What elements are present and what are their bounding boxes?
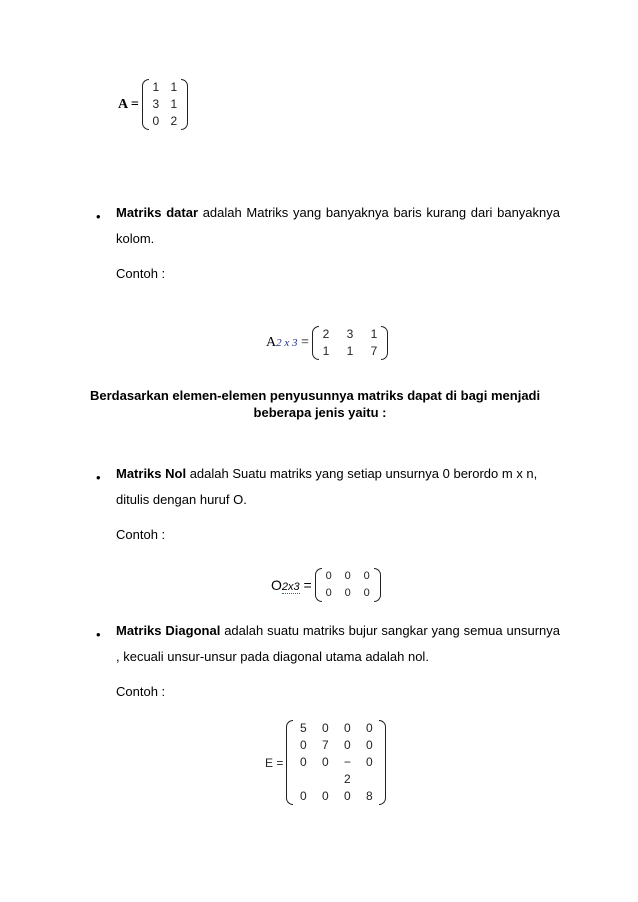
matrix-cell: 0 (322, 721, 329, 735)
matrix-cell: 0 (325, 570, 332, 582)
matrix-cell: 2 (170, 114, 178, 128)
matrix-o-label: O2x3 = (271, 577, 312, 593)
section-heading-line2: beberapa jenis yaitu : (253, 405, 387, 420)
right-bracket (374, 568, 381, 602)
matrix-cell: 0 (344, 570, 351, 582)
matrix-a2x3 (312, 326, 388, 360)
matrix-cell: 0 (366, 721, 373, 735)
matrix-cell: 1 (346, 344, 354, 358)
matrix-cell: 0 (325, 587, 332, 599)
matrix-cell: 1 (152, 80, 160, 94)
matriks-diagonal-term: Matriks Diagonal (116, 623, 221, 638)
matrix-e-formula (265, 720, 386, 805)
matrix-cell: 1 (322, 344, 330, 358)
matrix-cell: 0 (300, 789, 307, 803)
bullet-icon: • (96, 470, 101, 485)
left-bracket (312, 326, 319, 360)
matrix-cell: 0 (300, 755, 307, 769)
matrix-cell: 7 (370, 344, 378, 358)
matriks-nol-definition (116, 461, 566, 513)
matrix-a-grid (149, 79, 181, 130)
matrix-cell: 1 (170, 97, 178, 111)
matrix-cell: 0 (344, 789, 351, 803)
matriks-diagonal-text: adalah suatu matriks bujur sangkar yang semua unsurnya (220, 623, 560, 638)
matrix-cell: 0 (366, 738, 373, 752)
matrix-a-formula (118, 79, 188, 130)
right-bracket (381, 326, 388, 360)
matrix-cell: 0 (363, 587, 370, 599)
matrix-cell: − 2 (343, 755, 351, 786)
bullet-icon: • (96, 627, 101, 642)
matrix-o (315, 568, 381, 602)
matrix-cell: 3 (346, 327, 354, 341)
bullet-icon: • (96, 209, 101, 224)
matriks-nol-text: adalah Suatu matriks yang setiap unsurnya 0 berordo m x n, (186, 466, 538, 481)
matriks-datar-definition (116, 200, 560, 252)
matrix-a-label: A = (118, 96, 139, 112)
matrix-o-formula (271, 568, 381, 602)
matrix-cell: 0 (322, 755, 329, 769)
matrix-cell: 1 (370, 327, 378, 341)
matrix-cell: 0 (363, 570, 370, 582)
matriks-diagonal-text-line2: , kecuali unsur-unsur pada diagonal utama adalah nol. (116, 649, 429, 664)
left-bracket (142, 79, 149, 130)
matriks-nol-text-line2: ditulis dengan huruf O. (116, 492, 247, 507)
right-bracket (379, 720, 386, 805)
matriks-diagonal-definition (116, 618, 560, 670)
left-bracket (286, 720, 293, 805)
matrix-cell: 0 (322, 789, 329, 803)
right-bracket (181, 79, 188, 130)
matrix-cell: 0 (152, 114, 160, 128)
matrix-e-grid (293, 720, 379, 805)
matrix-cell: 7 (322, 738, 329, 752)
matriks-nol-term: Matriks Nol (116, 466, 187, 481)
matrix-a (142, 79, 188, 130)
section-heading-line1: Berdasarkan elemen-elemen penyusunnya matriks dapat di bagi menjadi (90, 388, 541, 403)
matriks-diagonal-example-label: Contoh : (116, 684, 166, 699)
matrix-e (286, 720, 386, 805)
matrix-cell: 3 (152, 97, 160, 111)
matrix-cell: 0 (344, 738, 351, 752)
matrix-a2x3-formula (266, 326, 388, 360)
matriks-datar-text: adalah Matriks yang banyaknya baris kurang dari banyaknya (198, 205, 560, 220)
matriks-nol-example-label: Contoh : (116, 527, 166, 542)
matrix-cell: 2 (322, 327, 330, 341)
left-bracket (315, 568, 322, 602)
matrix-cell: 0 (344, 587, 351, 599)
matrix-cell: 5 (300, 721, 307, 735)
matriks-datar-example-label: Contoh : (116, 266, 166, 281)
matrix-a2x3-grid (319, 326, 381, 360)
matrix-o-grid (322, 568, 374, 602)
matrix-e-label: E = (265, 755, 284, 770)
matrix-cell: 8 (366, 789, 373, 803)
matrix-cell: 1 (170, 80, 178, 94)
matrix-cell: 0 (344, 721, 351, 735)
matrix-a2x3-label: A2 x 3 = (266, 335, 309, 350)
matriks-datar-term: Matriks datar (116, 205, 198, 220)
matrix-cell: 0 (300, 738, 307, 752)
matriks-datar-text-line2: kolom. (116, 231, 155, 246)
matrix-cell: 0 (366, 755, 373, 769)
